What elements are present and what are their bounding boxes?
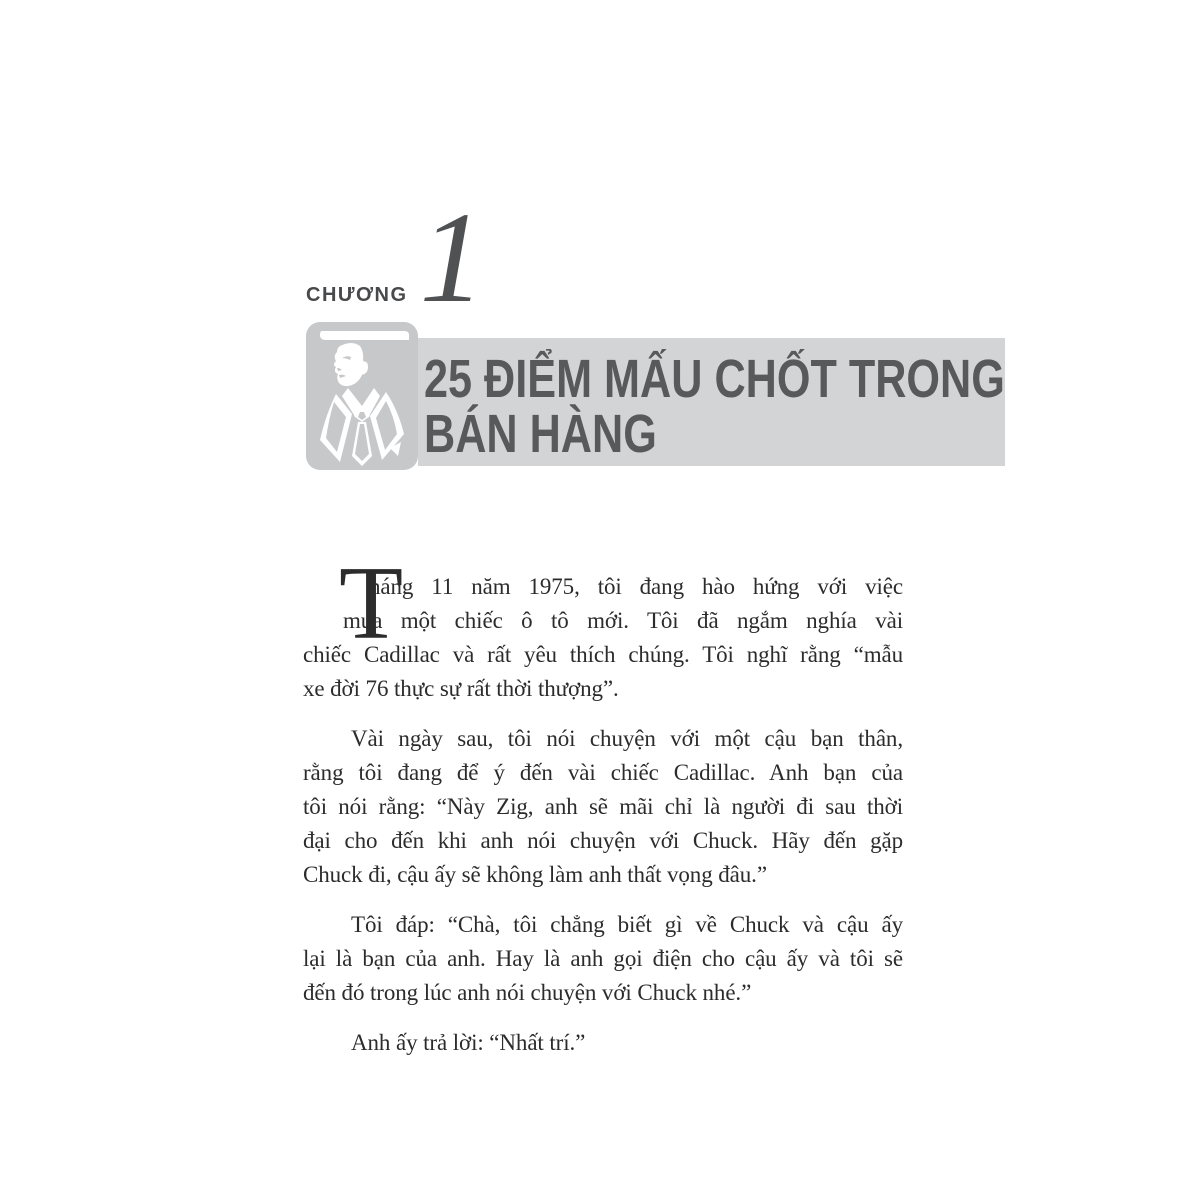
text-line: Tôi đáp: “Chà, tôi chẳng biết gì về Chuck và cậu ấy xyxy=(351,912,903,937)
text-line: chiếc Cadillac và rất yêu thích chúng. Tôi nghĩ rằng “mẫu xyxy=(303,642,903,667)
chapter-number: 1 xyxy=(419,186,485,330)
text-line: xe đời 76 thực sự rất thời thượng”. xyxy=(303,676,619,701)
text-line: Vài ngày sau, tôi nói chuyện với một cậu bạn thân, xyxy=(351,726,903,751)
text-line: Chuck đi, cậu ấy sẽ không làm anh thất vọng đâu.” xyxy=(303,862,767,887)
paragraph-2 xyxy=(303,722,903,892)
text-line: lại là bạn của anh. Hay là anh gọi điện cho cậu ấy và tôi sẽ xyxy=(303,946,903,971)
drop-cap: T xyxy=(339,544,404,661)
chapter-icon-box xyxy=(306,322,418,470)
chapter-title-line1: 25 ĐIỂM MẤU CHỐT TRONG xyxy=(424,349,1005,409)
paragraph-4 xyxy=(303,1026,903,1060)
chapter-title-line2: BÁN HÀNG xyxy=(424,404,657,464)
salesman-silhouette-icon xyxy=(306,322,418,470)
text-line: rằng tôi đang để ý đến vài chiếc Cadillac. Anh bạn của xyxy=(303,760,903,785)
text-line: mua một chiếc ô tô mới. Tôi đã ngắm nghía vài xyxy=(343,608,903,633)
paragraph-3 xyxy=(303,908,903,1010)
paragraph-1 xyxy=(303,544,903,706)
text-line: tôi nói rằng: “Này Zig, anh sẽ mãi chỉ là người đi sau thời xyxy=(303,794,903,819)
text-line: Anh ấy trả lời: “Nhất trí.” xyxy=(351,1030,586,1055)
chapter-title-banner xyxy=(418,338,1005,466)
body-text xyxy=(303,544,903,1060)
chapter-label: CHƯƠNG xyxy=(306,284,408,306)
text-line: đến đó trong lúc anh nói chuyện với Chuck nhé.” xyxy=(303,980,752,1005)
chapter-header xyxy=(306,186,485,330)
text-line: đại cho đến khi anh nói chuyện với Chuck. Hãy đến gặp xyxy=(303,828,903,853)
text-line: háng 11 năm 1975, tôi đang hào hứng với việc xyxy=(369,574,903,599)
